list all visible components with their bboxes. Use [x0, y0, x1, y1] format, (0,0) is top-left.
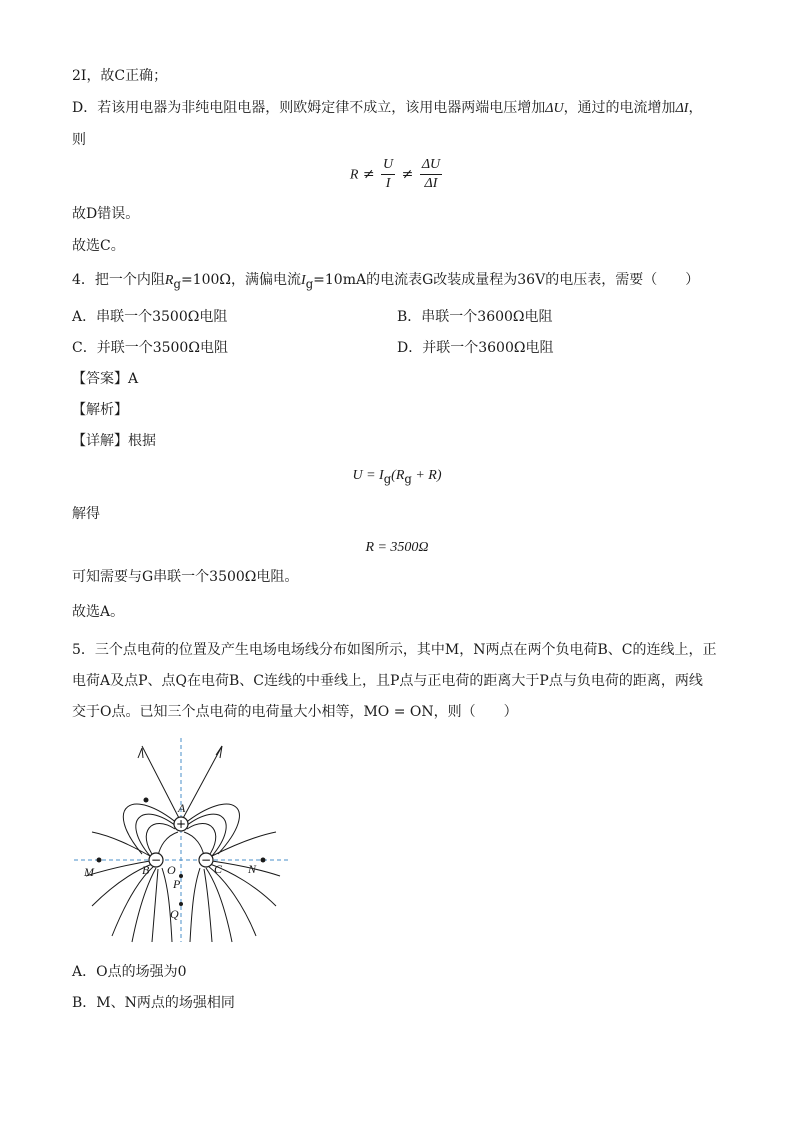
option-label: C．并联一个3500Ω电阻	[72, 340, 228, 356]
plus-sign: +	[175, 817, 187, 831]
eq-ne: ≠	[401, 166, 414, 183]
text: 【详解】根据	[72, 433, 156, 449]
question-5-option-a[interactable]	[72, 962, 187, 982]
value: =10mA	[313, 272, 367, 288]
eq-part: (R	[391, 468, 405, 483]
eq-ne: ≠	[362, 166, 375, 183]
option-a[interactable]	[72, 307, 227, 327]
text: 的电流表G改装成量程为36V的电压表，需要（ ）	[366, 272, 700, 288]
conclusion-line	[72, 567, 298, 587]
label-a: A	[178, 801, 186, 815]
delta-u: ΔU	[545, 101, 564, 116]
text: 故选C。	[72, 238, 125, 254]
text: 电荷A及点P、点Q在电荷B、C连线的中垂线上，且P点与正电荷的距离大于P点与负电荷的距离，两线	[72, 673, 703, 689]
text: 故D错误。	[72, 206, 140, 222]
option-d[interactable]	[397, 338, 553, 358]
eq-part: U = I	[352, 468, 384, 483]
solve-line	[72, 504, 100, 524]
question-5-stem-1	[72, 640, 717, 660]
option-c[interactable]	[72, 338, 228, 358]
eq-part: R = 3500Ω	[365, 540, 429, 555]
label-n: N	[248, 862, 257, 876]
text: 交于O点。已知三个点电荷的电荷量大小相等，MO = ON，则（ ）	[72, 704, 518, 720]
var-R: R	[164, 273, 174, 288]
subscript: g	[404, 471, 412, 486]
question-4-stem	[72, 270, 699, 294]
fraction-u-over-i	[381, 156, 395, 193]
text: 5．三个点电荷的位置及产生电场电场线分布如图所示，其中M，N两点在两个负电荷B、C的连线上，正	[72, 642, 717, 658]
label-b: B	[142, 863, 150, 877]
analysis-tag	[72, 400, 128, 420]
frac-num: ΔU	[420, 156, 442, 175]
label-p: P	[173, 877, 181, 891]
text: 【答案】A	[72, 371, 139, 387]
answer-tag	[72, 369, 138, 389]
frac-num: U	[381, 156, 395, 175]
point-n	[261, 858, 266, 863]
charge-a-positive	[174, 817, 188, 831]
option-label: A．O点的场强为0	[72, 964, 187, 980]
equation-inequality	[0, 156, 794, 193]
text: 解得	[72, 506, 100, 522]
equation-u	[0, 463, 794, 491]
text: ，满偏电流	[231, 272, 302, 288]
label-q: Q	[170, 907, 179, 921]
subscript: g	[305, 276, 314, 291]
line-d-wrong	[72, 204, 139, 224]
line-choose-c	[72, 236, 125, 256]
point-q	[179, 902, 183, 906]
delta-i: ΔI	[675, 101, 689, 116]
text-then: 则	[72, 132, 86, 148]
line-text: 2I，故C正确；	[72, 68, 168, 84]
point-top	[144, 798, 149, 803]
question-5-stem-3	[72, 702, 518, 722]
value: =100Ω	[180, 272, 232, 288]
text: 故选A。	[72, 604, 125, 620]
point-m	[97, 858, 102, 863]
eq-R: R	[349, 167, 359, 183]
eq-part: + R)	[411, 468, 442, 483]
electric-field-diagram	[72, 736, 302, 946]
frac-den: ΔI	[424, 176, 438, 191]
label-c: C	[214, 862, 223, 876]
label-o: O	[167, 863, 176, 877]
text: 【解析】	[72, 402, 128, 418]
option-b[interactable]	[397, 307, 553, 327]
text: 4．把一个内阻	[72, 272, 165, 288]
var-I: I	[301, 273, 306, 288]
line-option-d-analysis	[72, 98, 702, 119]
subscript: g	[383, 471, 392, 486]
option-label: D．并联一个3600Ω电阻	[397, 340, 554, 356]
subscript: g	[173, 276, 181, 291]
line-then	[72, 130, 86, 150]
text: 可知需要与G串联一个3500Ω电阻。	[72, 569, 299, 585]
frac-den: I	[385, 176, 391, 191]
text-segment: ，通过的电流增加	[563, 100, 676, 116]
equation-r	[0, 535, 794, 560]
charge-c-negative	[199, 853, 213, 867]
minus-sign: −	[200, 853, 212, 867]
text-segment: ，	[688, 100, 703, 116]
question-5-option-b[interactable]	[72, 993, 235, 1013]
fraction-du-over-di	[420, 156, 442, 193]
text-segment: D．若该用电器为非纯电阻电器，则欧姆定律不成立，该用电器两端电压增加	[72, 100, 546, 116]
option-label: B．串联一个3600Ω电阻	[397, 309, 553, 325]
choose-a-line	[72, 602, 124, 622]
label-m: M	[84, 865, 94, 879]
field-lines	[86, 746, 280, 942]
charge-b-negative	[149, 853, 163, 867]
option-label: A．串联一个3500Ω电阻	[72, 309, 228, 325]
minus-sign: −	[150, 853, 162, 867]
detail-line	[72, 431, 156, 451]
option-label: B．M、N两点的场强相同	[72, 995, 235, 1011]
line-correct-c	[72, 66, 167, 86]
question-5-stem-2	[72, 671, 703, 691]
